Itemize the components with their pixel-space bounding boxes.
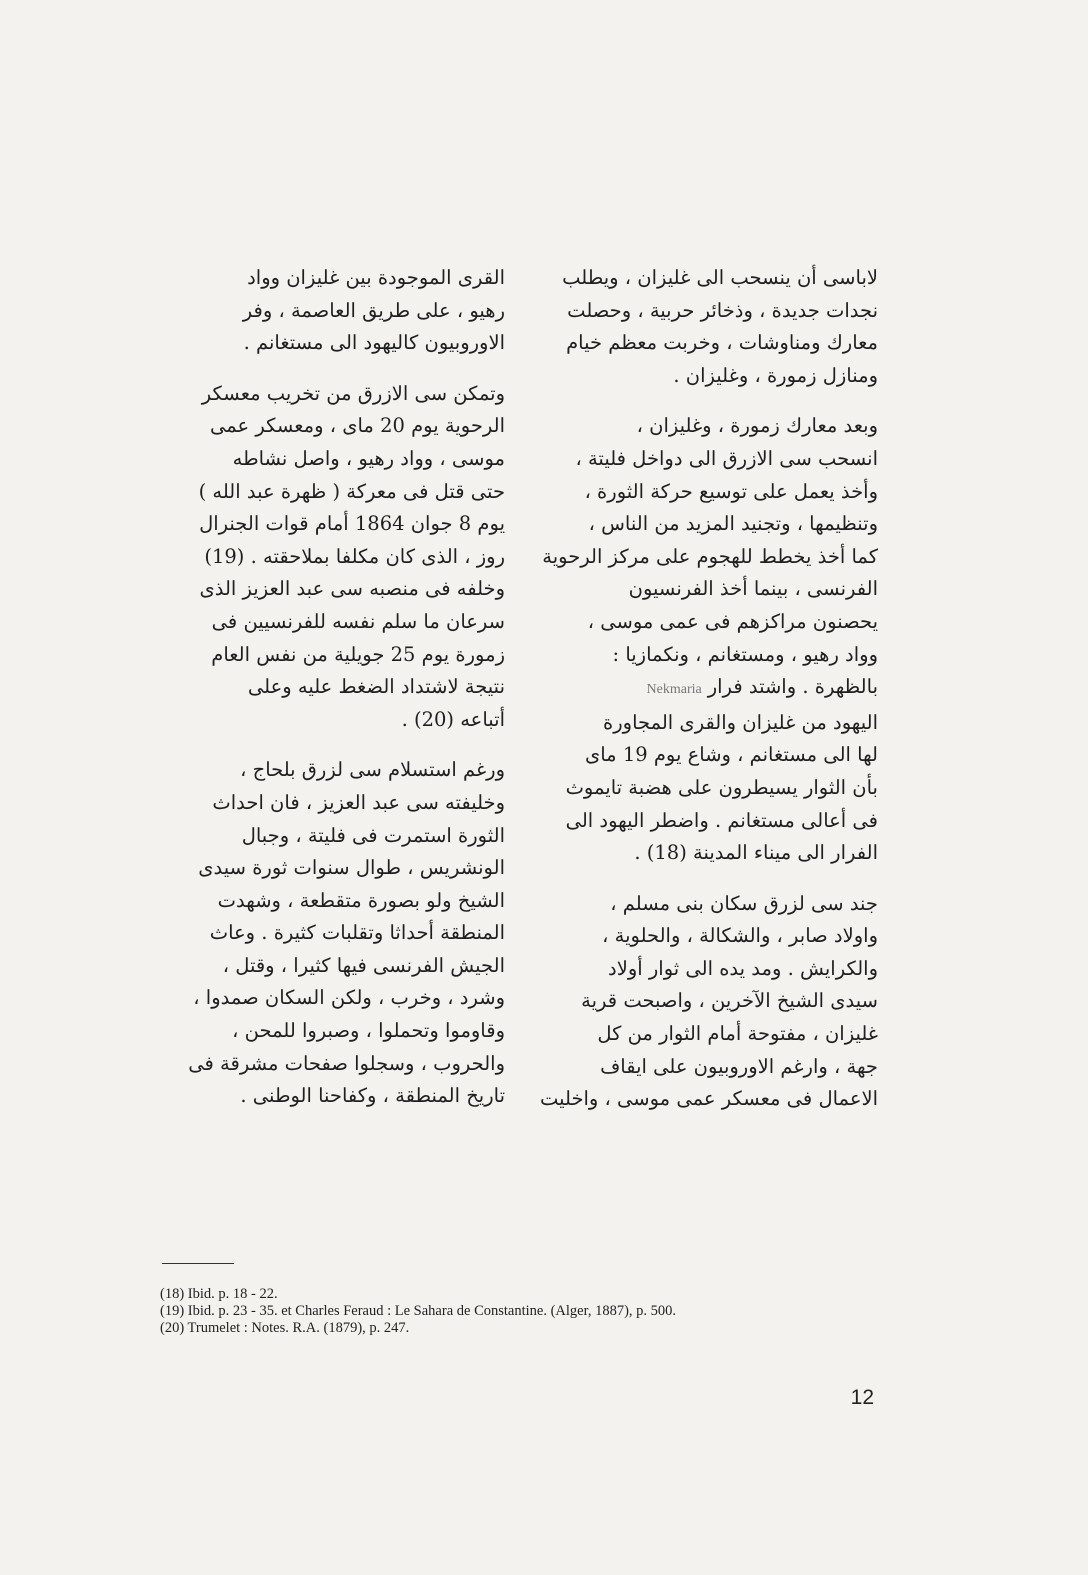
text-line: وواد رهيو ، ومستغانم ، ونكمازيا :	[612, 642, 878, 666]
text-line: سيدى الشيخ الآخرين ، واصبحت قرية	[581, 989, 878, 1013]
right-paragraph-2	[508, 410, 878, 869]
text-line: وخليفته سى عبد العزيز ، فان احداث	[212, 790, 505, 814]
text-line: وتمكن سى الازرق من تخريب معسكر	[201, 381, 505, 405]
right-paragraph-1	[508, 262, 878, 392]
text-line: أتباعه (20) .	[401, 707, 505, 731]
text-line: الجيش الفرنسى فيها كثيرا ، وقتل ،	[222, 953, 505, 977]
text-line: غليزان ، مفتوحة أمام الثوار من كل	[597, 1022, 878, 1046]
text-line: ومنازل زمورة ، وغليزان .	[673, 363, 878, 387]
text-line: كما أخذ يخطط للهجوم على مركز الرحوية	[542, 544, 878, 568]
text-line: وخلفه فى منصبه سى عبد العزيز الذى	[199, 577, 505, 601]
text-line: فى أعالى مستغانم . واضطر اليهود الى	[565, 808, 878, 832]
text-line: يوم 8 جوان 1864 أمام قوات الجنرال	[199, 512, 505, 536]
text-line: تاريخ المنطقة ، وكفاحنا الوطنى .	[240, 1084, 505, 1108]
text-line: المنطقة أحداثا وتقلبات كثيرة . وعاث	[209, 921, 505, 945]
text-line: نجدات جديدة ، وذخائر حربية ، وحصلت	[567, 298, 878, 322]
text-line: وبعد معارك زمورة ، وغليزان ،	[636, 414, 878, 438]
text-line: والحروب ، وسجلوا صفحات مشرقة فى	[188, 1051, 505, 1075]
text-line: اليهود من غليزان والقرى المجاورة	[603, 710, 878, 734]
text-fragment: بالظهرة . واشتد فرار	[707, 675, 878, 699]
text-line: انسحب سى الازرق الى دواخل فليتة ،	[575, 446, 878, 470]
text-line: روز ، الذى كان مكلفا بملاحقته . (19)	[204, 544, 505, 568]
text-line	[508, 671, 878, 707]
page-number: 12	[850, 1386, 874, 1409]
text-line: وأخذ يعمل على توسيع حركة الثورة ،	[584, 479, 878, 503]
right-paragraph-3	[508, 888, 878, 1116]
text-line: الثورة استمرت فى فليتة ، وجبال	[241, 823, 505, 847]
text-line: زمورة يوم 25 جويلية من نفس العام	[211, 642, 505, 666]
text-line: بأن الثوار يسيطرون على هضبة تايموث	[565, 775, 878, 799]
text-line: لاباسى أن ينسحب الى غليزان ، ويطلب	[562, 266, 878, 289]
text-line: معارك ومناوشات ، وخربت معظم خيام	[566, 331, 878, 355]
text-line: واولاد صابر ، والشكالة ، والحلوية ،	[602, 924, 878, 948]
footnote-18: (18) Ibid. p. 18 - 22.	[160, 1286, 278, 1302]
text-line: القرى الموجودة بين غليزان وواد	[247, 266, 505, 289]
text-line: الشيخ ولو بصورة متقطعة ، وشهدت	[217, 888, 505, 912]
text-line: يحصنون مراكزهم فى عمى موسى ،	[587, 609, 878, 633]
left-paragraph-1	[135, 262, 505, 360]
footnote-20: (20) Trumelet : Notes. R.A. (1879), p. 247.	[160, 1320, 410, 1336]
text-line: الفرار الى ميناء المدينة (18) .	[634, 841, 878, 865]
left-text-column	[135, 262, 505, 1131]
right-text-column	[508, 262, 878, 1134]
text-line: موسى ، وواد رهيو ، واصل نشاطه	[232, 446, 505, 470]
text-line: سرعان ما سلم نفسه للفرنسيين فى	[211, 609, 505, 633]
text-line: جند سى لزرق سكان بنى مسلم ،	[610, 891, 878, 915]
left-paragraph-3	[135, 754, 505, 1113]
text-line: وشرد ، وخرب ، ولكن السكان صمدوا ،	[193, 986, 505, 1010]
text-line: الرحوية يوم 20 ماى ، ومعسكر عمى	[209, 414, 505, 438]
text-line: الاعمال فى معسكر عمى موسى ، واخليت	[539, 1087, 878, 1111]
text-line: حتى قتل فى معركة ( ظهرة عبد الله )	[198, 479, 505, 503]
text-line: لها الى مستغانم ، وشاع يوم 19 ماى	[584, 743, 878, 767]
left-paragraph-2	[135, 378, 505, 737]
text-line: وقاوموا وتحملوا ، وصبروا للمحن ،	[232, 1019, 505, 1043]
text-line: رهيو ، على طريق العاصمة ، وفر	[242, 298, 505, 322]
text-line: ورغم استسلام سى لزرق بلحاج ،	[240, 758, 505, 782]
text-line: الفرنسى ، بينما أخذ الفرنسيون	[628, 577, 878, 601]
text-line: الاوروبيون كاليهود الى مستغانم .	[243, 331, 505, 355]
text-line: والكرايش . ومد يده الى ثوار أولاد	[608, 956, 878, 980]
text-line: جهة ، وارغم الاوروبيون على ايقاف	[600, 1054, 878, 1078]
text-line: الونشريس ، طوال سنوات ثورة سيدى	[198, 856, 505, 880]
text-line: نتيجة لاشتداد الضغط عليه وعلى	[247, 675, 505, 699]
text-line: وتنظيمها ، وتجنيد المزيد من الناس ،	[588, 512, 878, 536]
footnotes	[160, 1286, 920, 1337]
footnote-divider	[162, 1263, 234, 1264]
inline-place-note: Nekmaria	[646, 682, 702, 698]
footnote-19: (19) Ibid. p. 23 - 35. et Charles Feraud : Le Sahara de Constantine. (Alger, 1887), p. 500.	[160, 1303, 677, 1319]
